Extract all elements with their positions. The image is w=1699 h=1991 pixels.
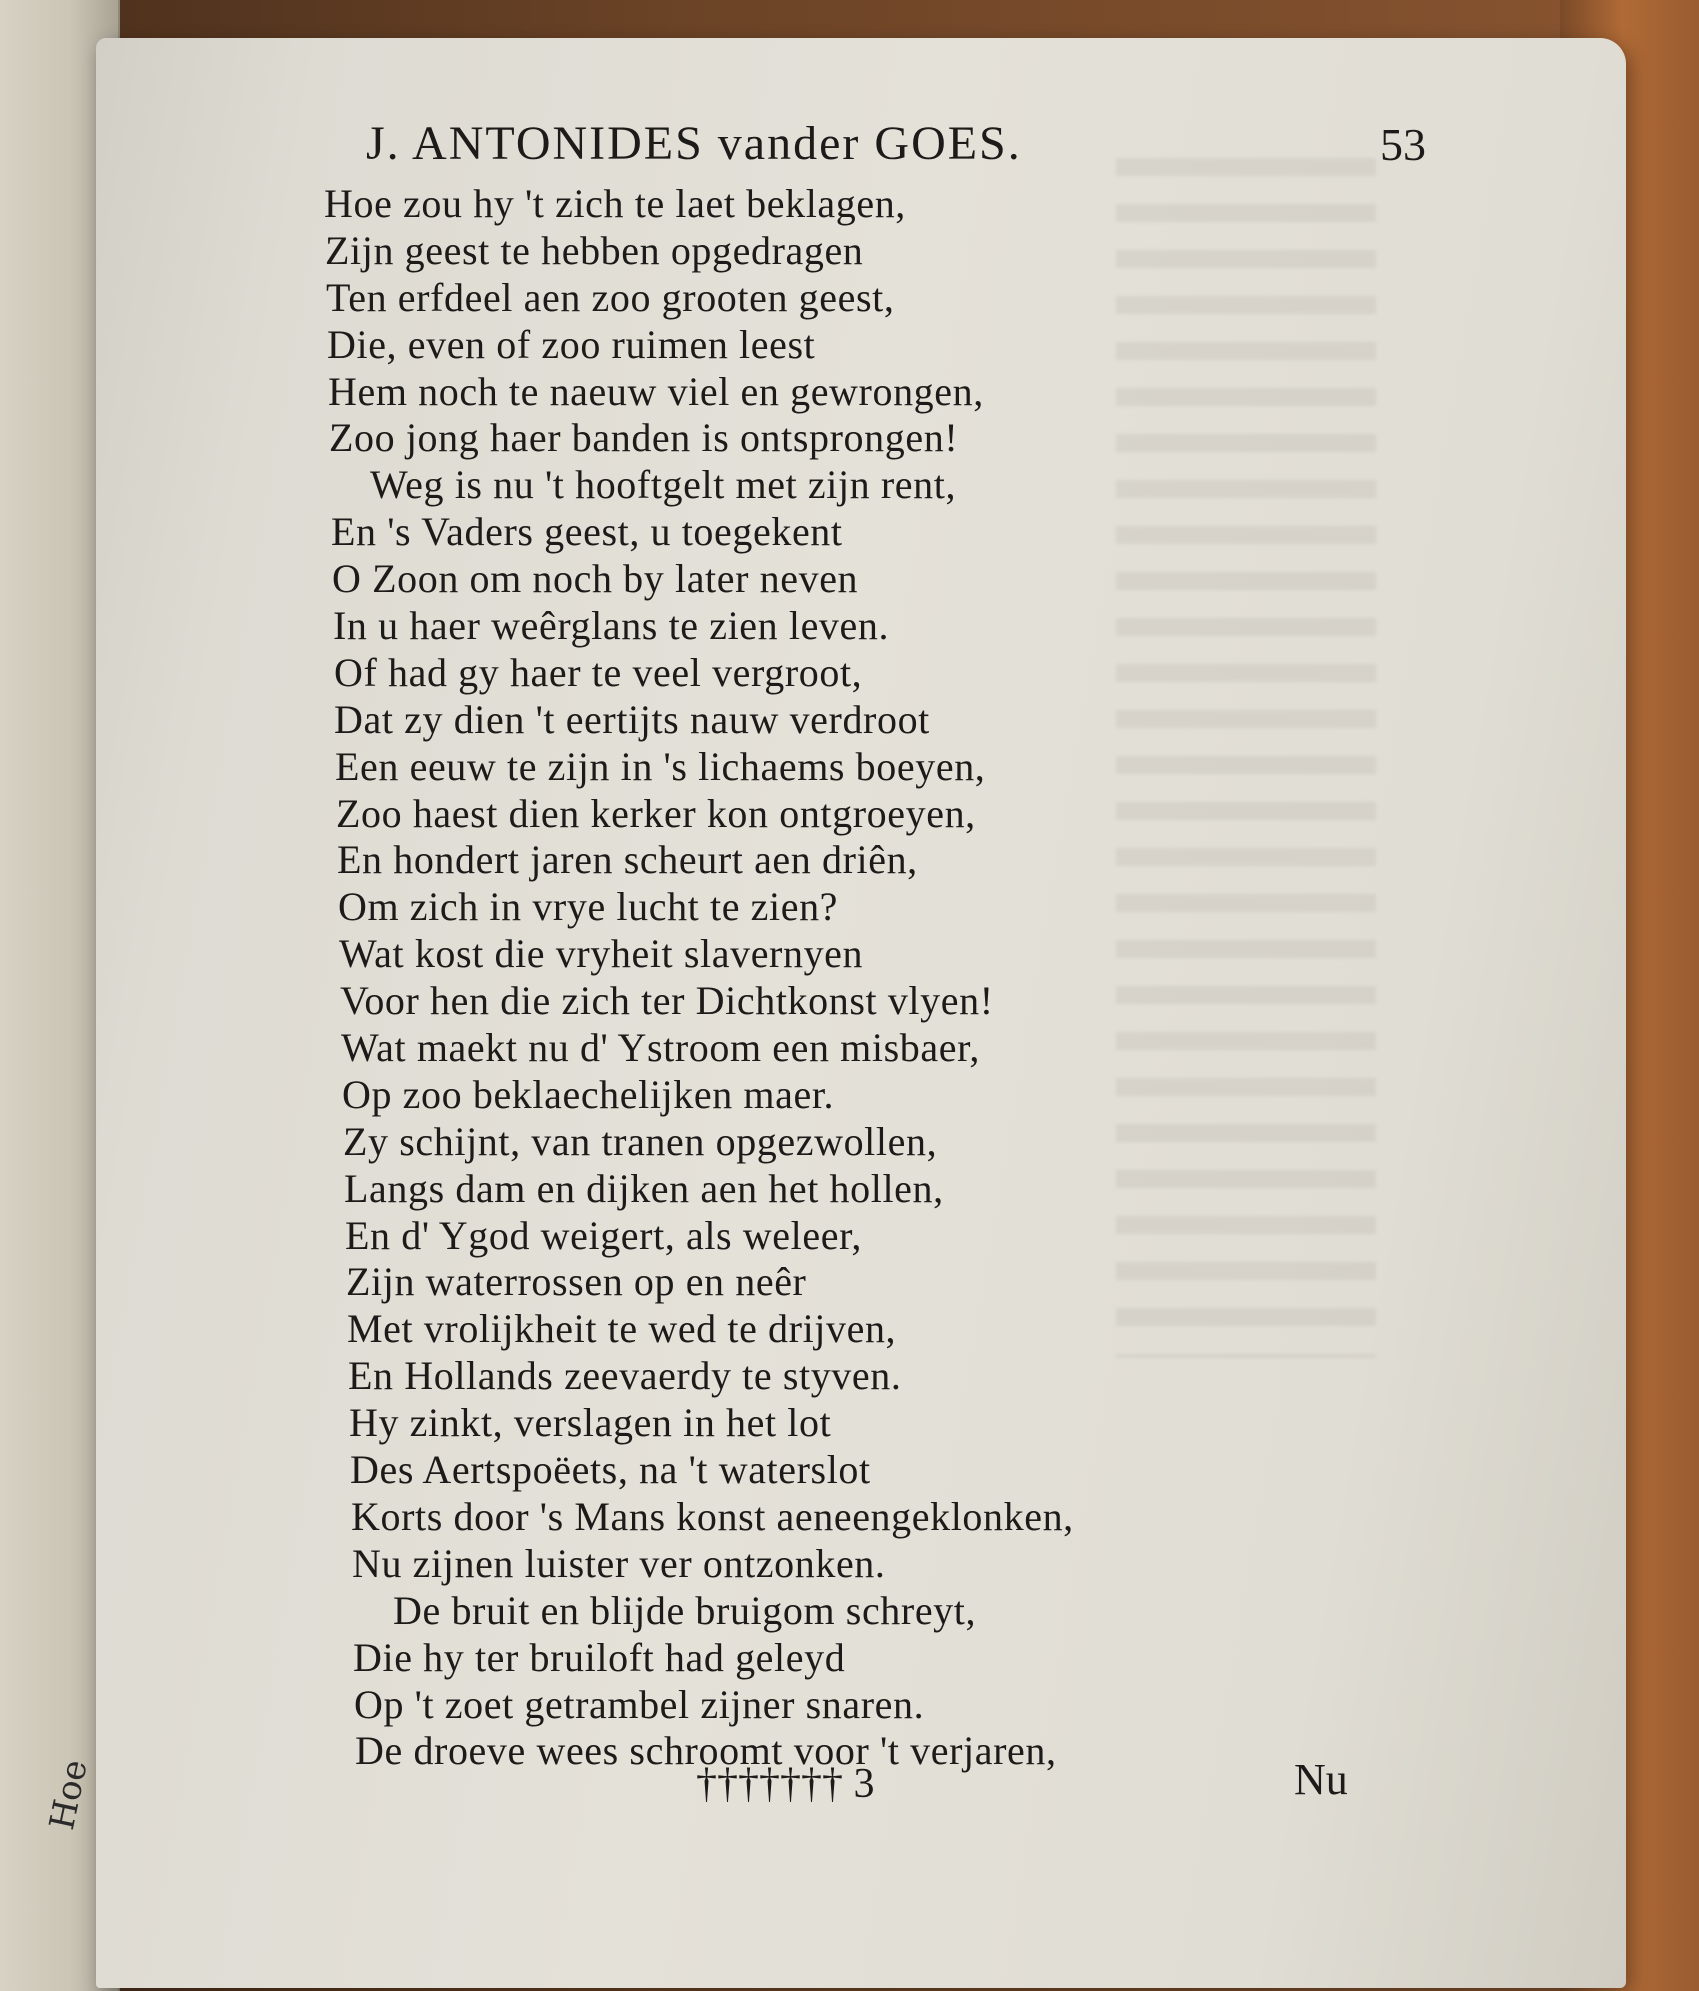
left-page-catchword: Hoe <box>42 1756 96 1834</box>
verse-line: Een eeuw te zijn in 's lichaems boeyen, <box>335 743 986 789</box>
verse-line: Des Aertspoëets, na 't waterslot <box>350 1447 871 1493</box>
signature-mark: ††††††† 3 <box>696 1761 875 1807</box>
verse-line: O Zoon om noch by later neven <box>332 556 859 602</box>
verse-line: Op zoo beklaechelijken maer. <box>342 1071 835 1117</box>
running-head: J. ANTONIDES vander GOES. <box>366 117 1022 170</box>
verse-line: Om zich in vrye lucht te zien? <box>338 884 839 930</box>
verse-line: In u haer weêrglans te zien leven. <box>333 603 890 649</box>
verse-line: Die hy ter bruiloft had geleyd <box>353 1634 846 1680</box>
verse-line: En hondert jaren scheurt aen driên, <box>337 837 918 883</box>
verse-line: Zijn geest te hebben opgedragen <box>325 227 864 273</box>
verse-line: Wat maekt nu d' Ystroom een misbaer, <box>341 1025 981 1071</box>
verse-line: Zy schijnt, van tranen opgezwollen, <box>343 1118 938 1164</box>
page-text <box>96 38 1626 1988</box>
catchword: Nu <box>1294 1755 1348 1804</box>
page-number: 53 <box>1380 119 1426 170</box>
book-page <box>96 38 1626 1988</box>
verse-line: Op 't zoet getrambel zijner snaren. <box>354 1681 925 1727</box>
verse-line: Hy zinkt, verslagen in het lot <box>349 1400 832 1446</box>
verse-line: En Hollands zeevaerdy te styven. <box>348 1353 902 1399</box>
page-footer <box>96 1755 1626 1820</box>
verse-line: Zoo haest dien kerker kon ontgroeyen, <box>336 790 976 836</box>
page-header <box>366 116 1446 176</box>
verse-line: Die, even of zoo ruimen leest <box>327 321 816 367</box>
verse-line: En d' Ygod weigert, als weleer, <box>345 1212 862 1258</box>
verse-line: Hoe zou hy 't zich te laet beklagen, <box>324 181 906 226</box>
verse-line: En 's Vaders geest, u toegekent <box>331 509 843 555</box>
verse-line: Zijn waterrossen op en neêr <box>346 1259 807 1305</box>
verse-line: Nu zijnen luister ver ontzonken. <box>352 1540 886 1586</box>
verse-line: Voor hen die zich ter Dichtkonst vlyen! <box>340 978 994 1024</box>
verse-line: De bruit en blijde bruigom schreyt, <box>393 1587 977 1633</box>
verse-line: De droeve wees schroomt voor 't verjaren, <box>355 1728 1057 1774</box>
verse-line: Ten erfdeel aen zoo grooten geest, <box>326 274 895 320</box>
verse-line: Weg is nu 't hooftgelt met zijn rent, <box>370 462 957 508</box>
verse-line: Of had gy haer te veel vergroot, <box>334 649 863 695</box>
verse-line: Langs dam en dijken aen het hollen, <box>344 1165 944 1211</box>
verse-line: Zoo jong haer banden is ontsprongen! <box>329 415 959 461</box>
verse-line: Korts door 's Mans konst aeneengeklonken, <box>351 1493 1074 1539</box>
verse-line: Met vrolijkheit te wed te drijven, <box>347 1306 897 1352</box>
poem-verses <box>324 181 1324 1775</box>
verse-line: Hem noch te naeuw viel en gewrongen, <box>328 368 984 414</box>
verse-line: Dat zy dien 't eertijts nauw verdroot <box>334 696 930 742</box>
verse-line: Wat kost die vryheit slavernyen <box>339 931 864 977</box>
